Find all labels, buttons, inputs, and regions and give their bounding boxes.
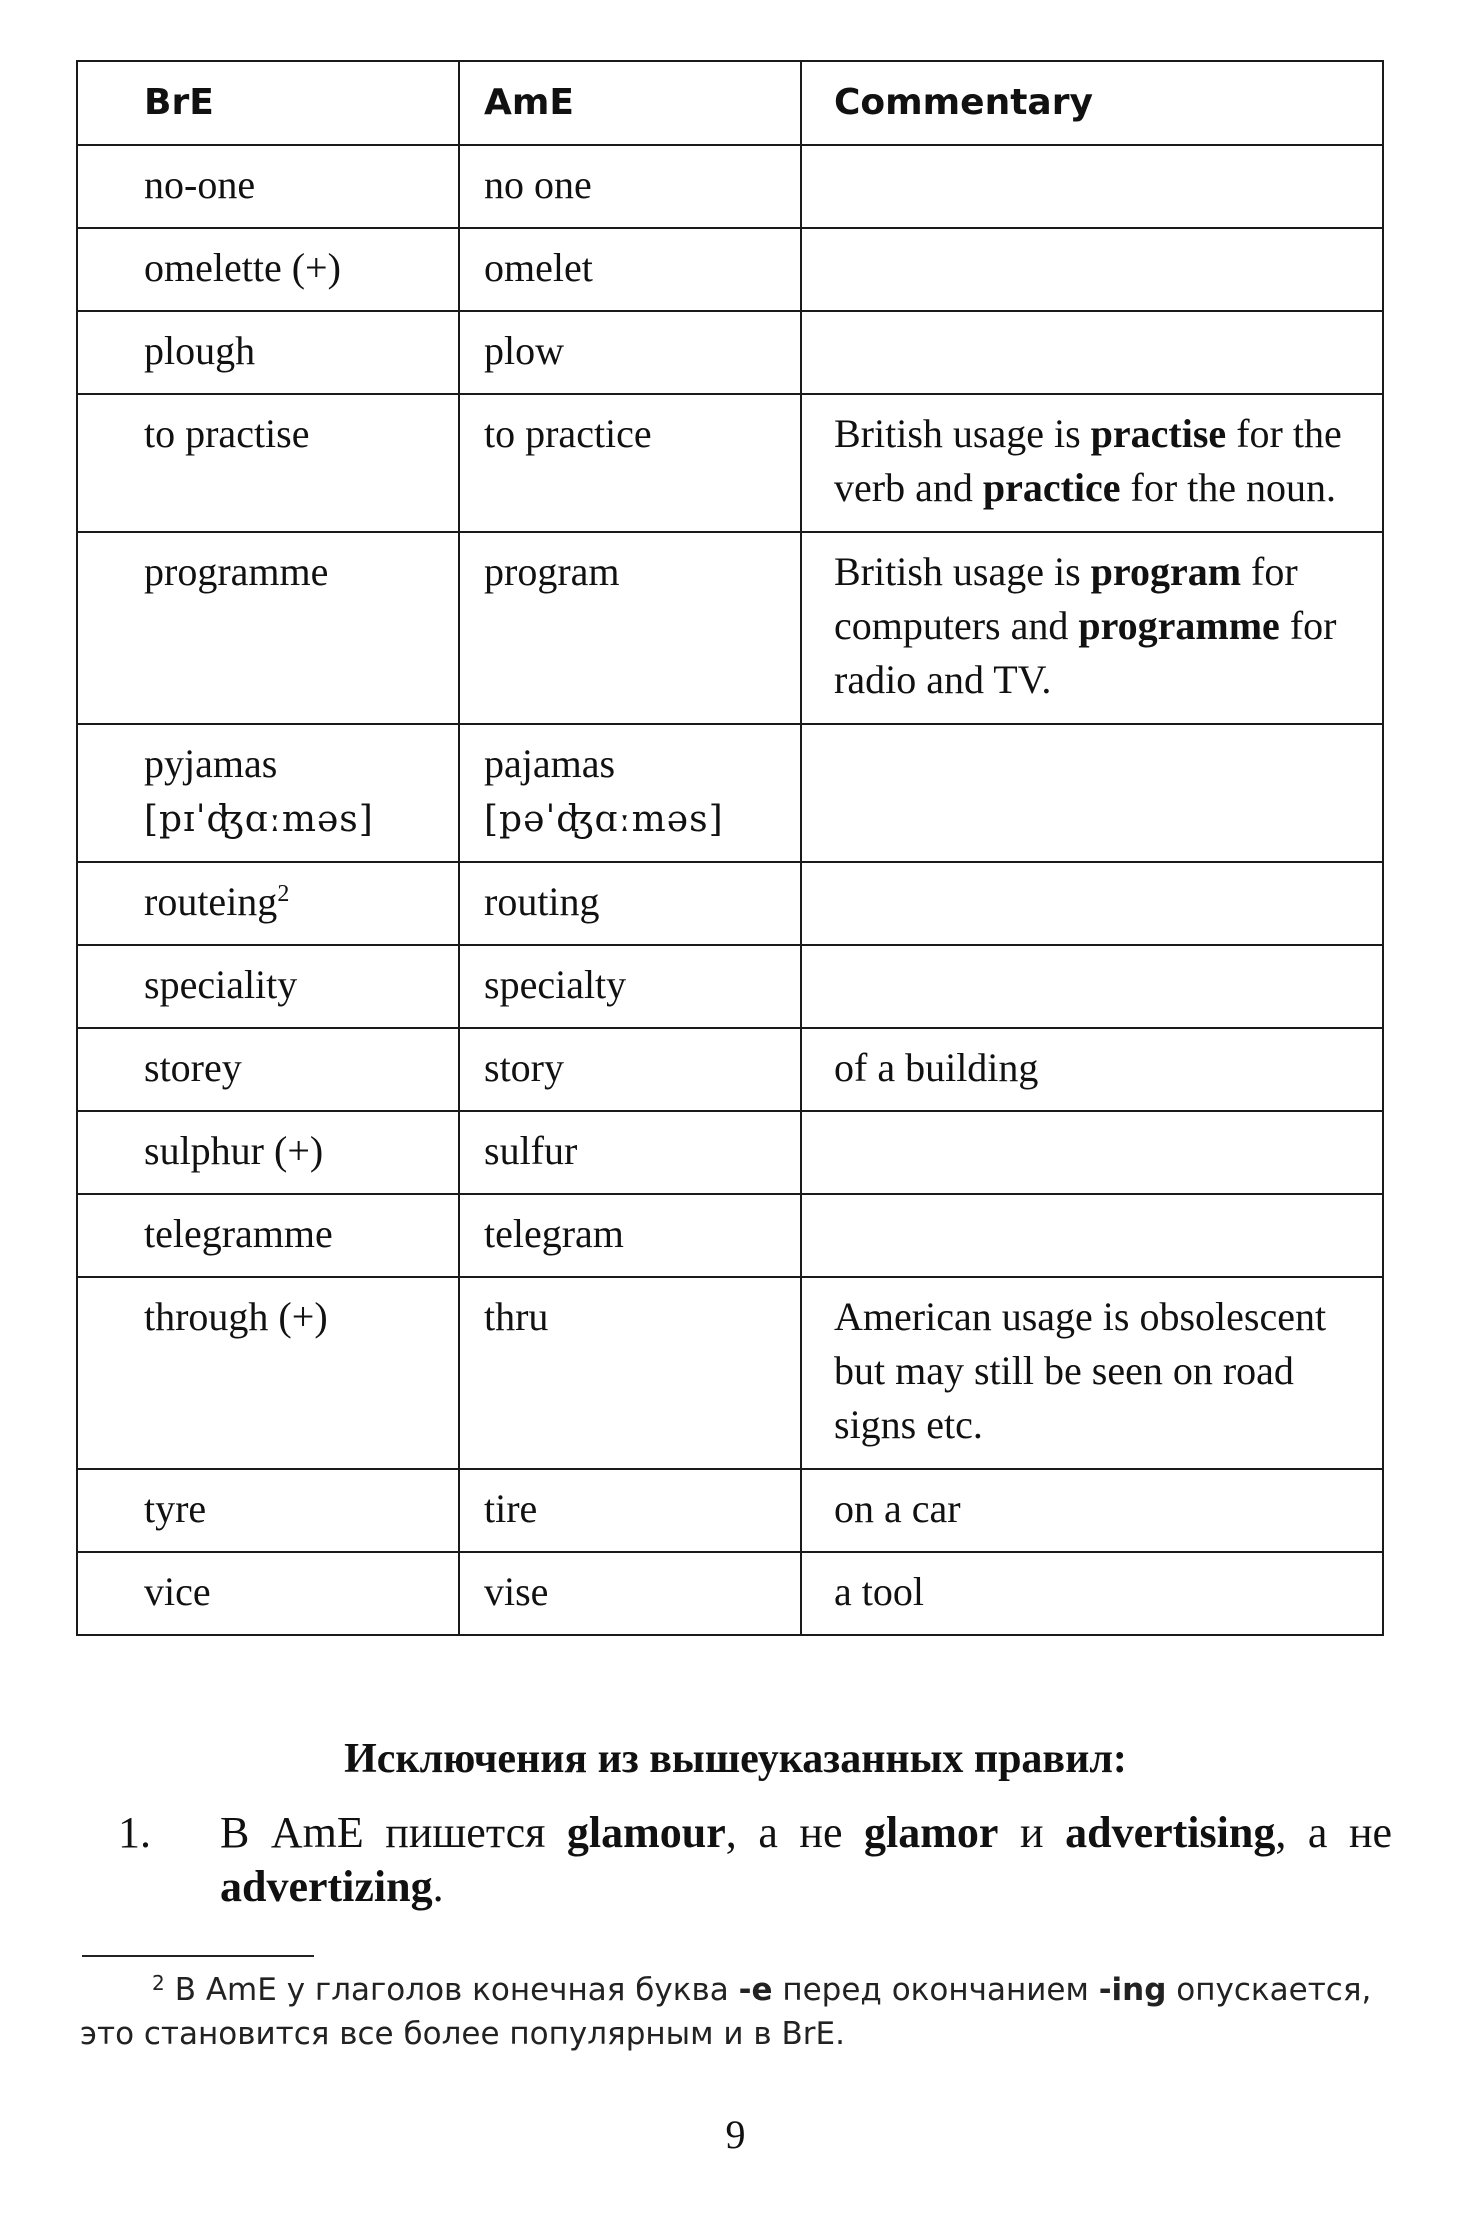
ame-cell: thru [459, 1277, 801, 1469]
table-row [77, 724, 1383, 862]
table-row [77, 1552, 1383, 1635]
commentary-cell [801, 228, 1383, 311]
ame-cell: routing [459, 862, 801, 945]
ame-word: pajamas [484, 741, 616, 786]
list-text: и [998, 1808, 1066, 1857]
footnote-text: В AmE у глаголов конечная буква [174, 1972, 739, 2008]
commentary-text: for the verb and [834, 411, 1342, 510]
bre-cell [77, 724, 459, 862]
bre-cell: telegramme [77, 1194, 459, 1277]
list-text: , а не [1275, 1808, 1393, 1857]
table-row [77, 945, 1383, 1028]
bre-ame-spelling-table [76, 60, 1384, 1636]
ame-cell: story [459, 1028, 801, 1111]
header-ame: AmE [459, 61, 801, 145]
table-row [77, 1028, 1383, 1111]
commentary-cell [801, 945, 1383, 1028]
commentary-cell [801, 311, 1383, 394]
page-number: 9 [725, 2112, 746, 2157]
list-item-text [220, 1806, 1392, 1914]
footnote [80, 1968, 1392, 2056]
footnote-bold: -е [738, 1972, 773, 2008]
footnote-text: перед окончанием [772, 1972, 1099, 2008]
table-row [77, 1277, 1383, 1469]
table-row [77, 145, 1383, 228]
bre-cell: vice [77, 1552, 459, 1635]
list-text: В AmE пишется [220, 1808, 567, 1857]
footnote-reference[interactable]: 2 [277, 881, 290, 907]
footnote-bold: -ing [1098, 1972, 1167, 2008]
commentary-text: British usage is [834, 411, 1091, 456]
table-row [77, 228, 1383, 311]
header-commentary: Commentary [801, 61, 1383, 145]
ame-cell: vise [459, 1552, 801, 1635]
commentary-cell: a tool [801, 1552, 1383, 1635]
ame-cell: telegram [459, 1194, 801, 1277]
table-row [77, 1469, 1383, 1552]
bre-cell: plough [77, 311, 459, 394]
commentary-text: British usage is [834, 549, 1091, 594]
table-header-row [77, 61, 1383, 145]
bre-cell: to practise [77, 394, 459, 532]
table-row [77, 311, 1383, 394]
list-text: . [432, 1862, 444, 1911]
commentary-text: for the noun. [1120, 465, 1337, 510]
bre-cell: storey [77, 1028, 459, 1111]
table-row [77, 1194, 1383, 1277]
list-text: , а не [725, 1808, 865, 1857]
commentary-cell: of a building [801, 1028, 1383, 1111]
bre-transcription: [pɪˈʤɑːməs] [144, 799, 374, 840]
ame-cell [459, 724, 801, 862]
bre-word: routeing [144, 879, 278, 924]
list-bold: glamor [864, 1808, 999, 1857]
ame-cell: tire [459, 1469, 801, 1552]
commentary-cell [801, 394, 1383, 532]
ame-cell: specialty [459, 945, 801, 1028]
bre-cell: no-one [77, 145, 459, 228]
ame-cell: omelet [459, 228, 801, 311]
list-item-number: 1. [118, 1808, 151, 1857]
ame-cell: sulfur [459, 1111, 801, 1194]
ame-cell: program [459, 532, 801, 724]
footnote-mark: 2 [152, 1971, 165, 1995]
bre-cell: programme [77, 532, 459, 724]
commentary-bold: program [1090, 549, 1242, 594]
table-row [77, 394, 1383, 532]
bre-word: pyjamas [144, 741, 278, 786]
table-row [77, 532, 1383, 724]
commentary-cell [801, 1111, 1383, 1194]
ame-transcription: [pəˈʤɑːməs] [484, 799, 724, 840]
bre-cell: sulphur (+) [77, 1111, 459, 1194]
list-bold: glamour [566, 1808, 726, 1857]
list-bold: advertizing [220, 1862, 433, 1911]
commentary-cell [801, 532, 1383, 724]
bre-cell: speciality [77, 945, 459, 1028]
bre-cell: omelette (+) [77, 228, 459, 311]
commentary-cell: American usage is obsolescent but may still be seen on road signs etc. [801, 1277, 1383, 1469]
bre-cell: through (+) [77, 1277, 459, 1469]
commentary-cell [801, 145, 1383, 228]
bre-cell: tyre [77, 1469, 459, 1552]
commentary-text: for radio and TV. [834, 603, 1337, 702]
ame-cell: plow [459, 311, 801, 394]
commentary-text: for computers and [834, 549, 1298, 648]
commentary-bold: practise [1090, 411, 1227, 456]
header-bre: BrE [77, 61, 459, 145]
commentary-cell [801, 1194, 1383, 1277]
table-row [77, 1111, 1383, 1194]
footnote-divider [82, 1955, 314, 1957]
commentary-cell [801, 724, 1383, 862]
commentary-bold: practice [982, 465, 1121, 510]
footnote-text: опускается, это становится все более популярным и в BrE. [80, 1972, 1372, 2052]
ame-cell: no one [459, 145, 801, 228]
table-row [77, 862, 1383, 945]
ame-cell: to practice [459, 394, 801, 532]
commentary-cell [801, 862, 1383, 945]
commentary-cell: on a car [801, 1469, 1383, 1552]
commentary-bold: programme [1078, 603, 1280, 648]
bre-cell [77, 862, 459, 945]
exceptions-heading: Исключения из вышеуказанных правил: [344, 1736, 1127, 1782]
list-bold: advertising [1065, 1808, 1276, 1857]
